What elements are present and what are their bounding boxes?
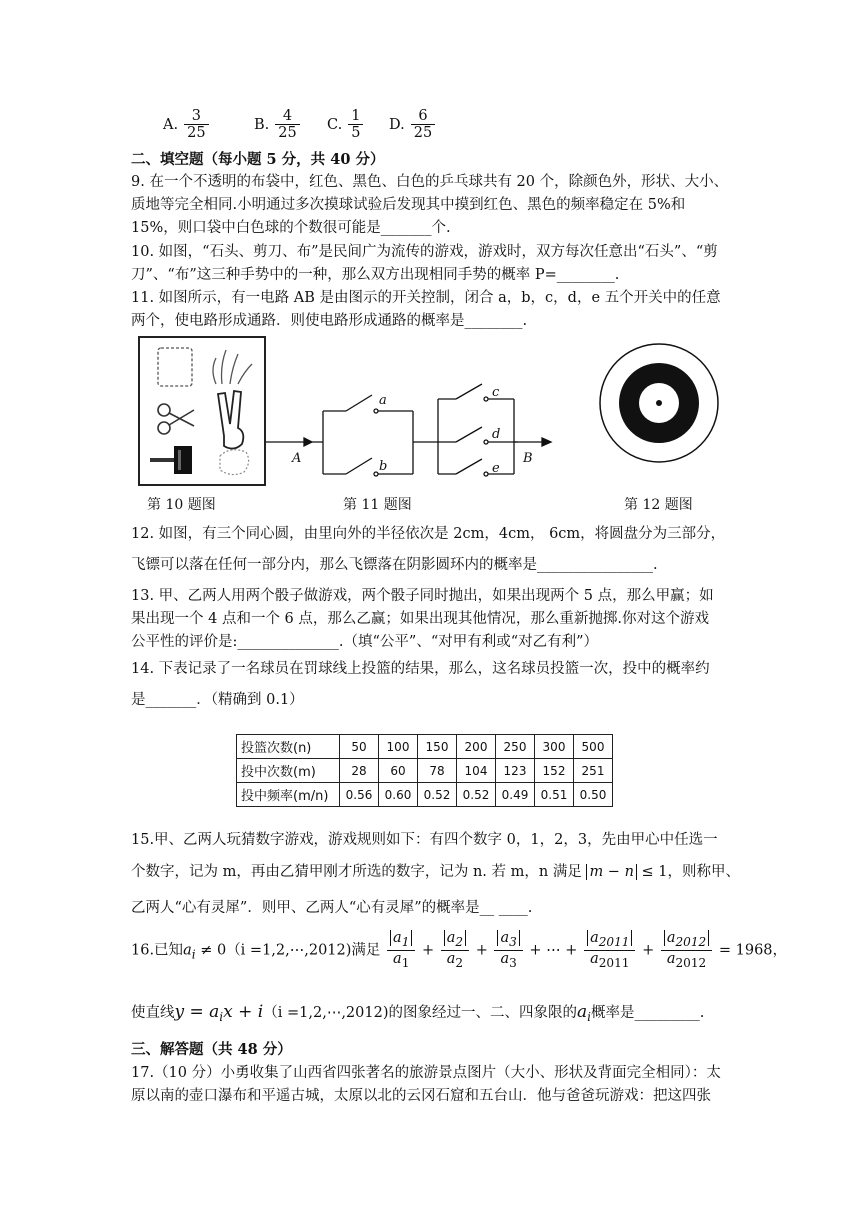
q15-line-2: 个数字，记为 m，再由乙猜甲刚才所选的数字，记为 n. 若 m，n 满足 m − n ≤ 1，则称甲、 (131, 864, 741, 880)
shot-table-wrapper (236, 734, 613, 807)
option-c: C. $\frac{1}{5}$ (327, 108, 365, 141)
q12-line-1: 12. 如图，有三个同心圆，由里向外的半径依次是 2cm，4cm， 6cm，将圆盘分为三部分， (131, 526, 726, 542)
q14-line-1: 14. 下表记录了一名球员在罚球线上投篮的结果，那么，这名球员投篮一次，投中的概率约 (131, 661, 710, 677)
q11-line-2: 两个，使电路形成通路．则使电路形成通路的概率是________. (131, 313, 528, 329)
section-3-title: 三、解答题（共 48 分） (131, 1041, 292, 1058)
q13-line-3: 公平性的评价是:______________.（填“公平”、“对甲有利或“对乙有利”） (131, 634, 599, 650)
q16-line-2: 使直线$y = a_ix + i(i$ =1,2,⋯,2012)的图象经过一、二、四象限的$a_i$概率是_________. (131, 1002, 705, 1024)
term-2011: $\frac{a_{2011}}{a_{2011}}$ (584, 930, 635, 971)
switch-a-label: a (379, 393, 387, 408)
term-3: $\frac{a_3}{a_3}$ (494, 930, 522, 971)
q13-line-1: 13. 甲、乙两人用两个骰子做游戏，两个骰子同时抛出，如果出现两个 5 点，那么甲赢；如 (131, 588, 714, 604)
fig10-caption: 第 10 题图 (147, 497, 216, 513)
option-b: B. $\frac{4}{25}$ (254, 108, 302, 141)
terminal-a-label: A (292, 451, 302, 466)
figure-11-circuit (266, 380, 566, 496)
switch-b-label: b (379, 459, 388, 474)
q10-line-2: 刀”、“布”这三种手势中的一种，那么双方出现相同手势的概率 P=________. (131, 267, 620, 283)
table-row: 投篮次数(n) 50 100 150 200 250 300 500 (237, 735, 613, 759)
shot-table (236, 734, 613, 807)
term-1: $\frac{a_1}{a_1}$ (387, 930, 415, 971)
term-2: $\frac{a_2}{a_2}$ (441, 930, 469, 971)
q17-line-2: 原以南的壶口瀑布和平遥古城，太原以北的云冈石窟和五台山．他与爸爸玩游戏：把这四张 (131, 1088, 711, 1104)
switch-c-label: c (492, 385, 500, 400)
q9-line-1: 9. 在一个不透明的布袋中，红色、黑色、白色的乒乓球共有 20 个，除颜色外，形状、大小、 (131, 174, 729, 190)
q12-line-2: 飞镖可以落在任何一部分内，那么飞镖落在阴影圆环内的概率是________________. (131, 557, 658, 573)
figure-12-target (598, 342, 720, 464)
section-2-title: 二、填空题（每小题 5 分，共 40 分） (131, 151, 385, 168)
q17-line-1: 17.（10 分）小勇收集了山西省四张著名的旅游景点图片（大小、形状及背面完全相同）：太 (131, 1065, 721, 1081)
option-d: D. $\frac{6}{25}$ (389, 108, 437, 141)
q15-line-3: 乙两人“心有灵犀”．则甲、乙两人“心有灵犀”的概率是__ ____. (131, 900, 533, 916)
table-row: 投中频率(m/n) 0.56 0.60 0.52 0.52 0.49 0.51 0.50 (237, 783, 613, 807)
fig12-caption: 第 12 题图 (624, 497, 693, 513)
switch-e-label: e (492, 461, 500, 476)
abs-m-minus-n: m − n (586, 864, 636, 880)
q15-line-1: 15.甲、乙两人玩猜数字游戏，游戏规则如下：有四个数字 0，1，2，3，先由甲心中任选一 (131, 832, 718, 848)
terminal-b-label: B (523, 451, 533, 466)
q10-line-1: 10. 如图，“石头、剪刀、布”是民间广为流传的游戏，游戏时，双方每次任意出“石头”、“剪 (131, 244, 718, 260)
term-2012: $\frac{a_{2012}}{a_{2012}}$ (661, 930, 712, 971)
q9-line-2: 质地等完全相同.小明通过多次摸球试验后发现其中摸到红色、黑色的频率稳定在 5%和 (131, 197, 686, 213)
q16-line-1: 16.已知$a_i \ne 0(i$ =1,2,⋯,2012)满足 $\frac{a_1}{a_1}$ + $\frac{a_2}{a_2}$ + $\frac{a_3}{a_3}$ + ⋯ + $\frac{a_{2011}}{a_{2011}}$ + $\frac{a_{2012}}{a_{2012}}$ = 1968， (131, 930, 788, 970)
option-a: A. $\frac{3}{25}$ (163, 108, 211, 141)
fig11-caption: 第 11 题图 (343, 497, 412, 513)
figure-10-hand-gestures (138, 336, 266, 486)
q14-line-2: 是_______．（精确到 0.1） (131, 692, 304, 708)
table-row: 投中次数(m) 28 60 78 104 123 152 251 (237, 759, 613, 783)
q13-line-2: 果出现一个 4 点和一个 6 点，那么乙赢；如果出现其他情况，那么重新抛掷.你对这个游戏 (131, 611, 709, 627)
switch-d-label: d (492, 427, 501, 442)
q11-line-1: 11. 如图所示，有一电路 AB 是由图示的开关控制，闭合 a，b，c，d，e 五个开关中的任意 (131, 290, 721, 306)
q9-line-3: 15%，则口袋中白色球的个数很可能是_______个. (131, 220, 451, 236)
